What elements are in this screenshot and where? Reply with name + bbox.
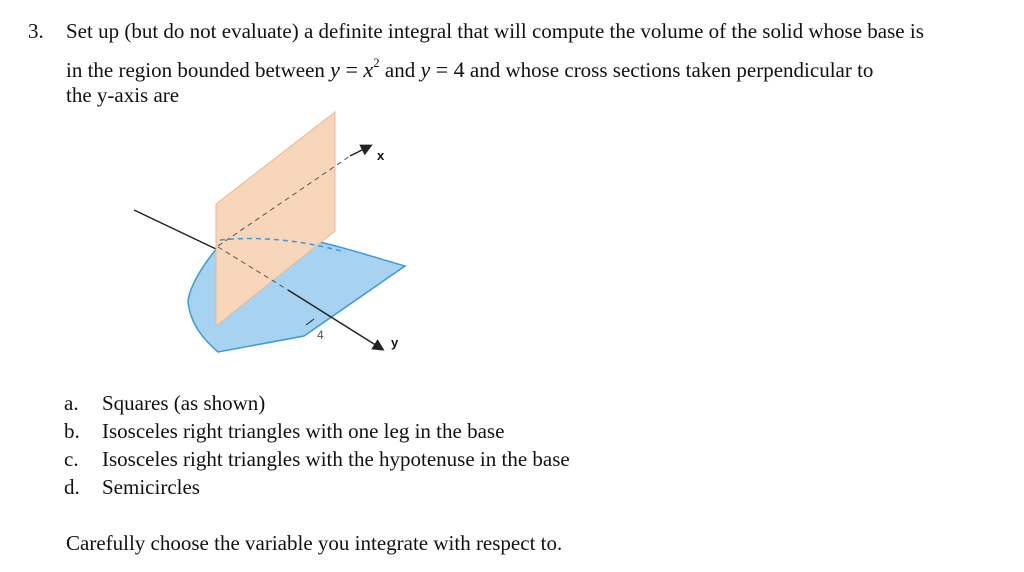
equation-line-equals: = bbox=[430, 57, 454, 82]
question-line-2-and: and bbox=[379, 58, 421, 82]
option-text: Squares (as shown) bbox=[102, 391, 266, 415]
option-letter: a. bbox=[64, 391, 79, 415]
option-letter: b. bbox=[64, 419, 80, 443]
equation-line bbox=[420, 57, 464, 82]
option-text: Isosceles right triangles with one leg in the base bbox=[102, 419, 505, 443]
option-letter: d. bbox=[64, 475, 80, 499]
question-line-2-start: in the region bounded between bbox=[66, 58, 325, 82]
equation-line-lhs: y bbox=[420, 57, 431, 82]
equation-parabola-exponent: 2 bbox=[373, 55, 380, 70]
option-letter: c. bbox=[64, 447, 79, 471]
equation-parabola bbox=[330, 57, 379, 82]
answer-options bbox=[64, 389, 570, 501]
equation-parabola-base: x bbox=[363, 57, 374, 82]
option-c bbox=[64, 445, 570, 473]
option-text: Isosceles right triangles with the hypotenuse in the base bbox=[102, 447, 570, 471]
option-a bbox=[64, 389, 570, 417]
option-d bbox=[64, 473, 570, 501]
question-line-1: Set up (but do not evaluate) a definite integral that will compute the volume of the solid whose base is bbox=[66, 19, 924, 43]
cross-section-figure bbox=[120, 106, 420, 376]
equation-parabola-equals: = bbox=[339, 57, 364, 82]
question-line-3: the y-axis are bbox=[66, 83, 180, 107]
tick-label-4: 4 bbox=[317, 328, 324, 342]
cross-section-diagram bbox=[120, 106, 420, 376]
question-text bbox=[66, 15, 1006, 111]
y-axis-label: y bbox=[391, 335, 399, 350]
question-line-2-end: and whose cross sections taken perpendicular to bbox=[464, 58, 874, 82]
x-axis-label: x bbox=[377, 148, 385, 163]
question-line-2 bbox=[66, 47, 1006, 82]
instruction-note: Carefully choose the variable you integrate with respect to. bbox=[66, 531, 563, 555]
x-axis-back bbox=[134, 210, 216, 249]
equation-line-rhs: 4 bbox=[453, 57, 465, 82]
x-axis-arrow bbox=[350, 146, 370, 156]
question-number: 3. bbox=[28, 19, 44, 43]
equation-parabola-lhs: y bbox=[330, 57, 340, 82]
option-text: Semicircles bbox=[102, 475, 200, 499]
option-b bbox=[64, 417, 570, 445]
